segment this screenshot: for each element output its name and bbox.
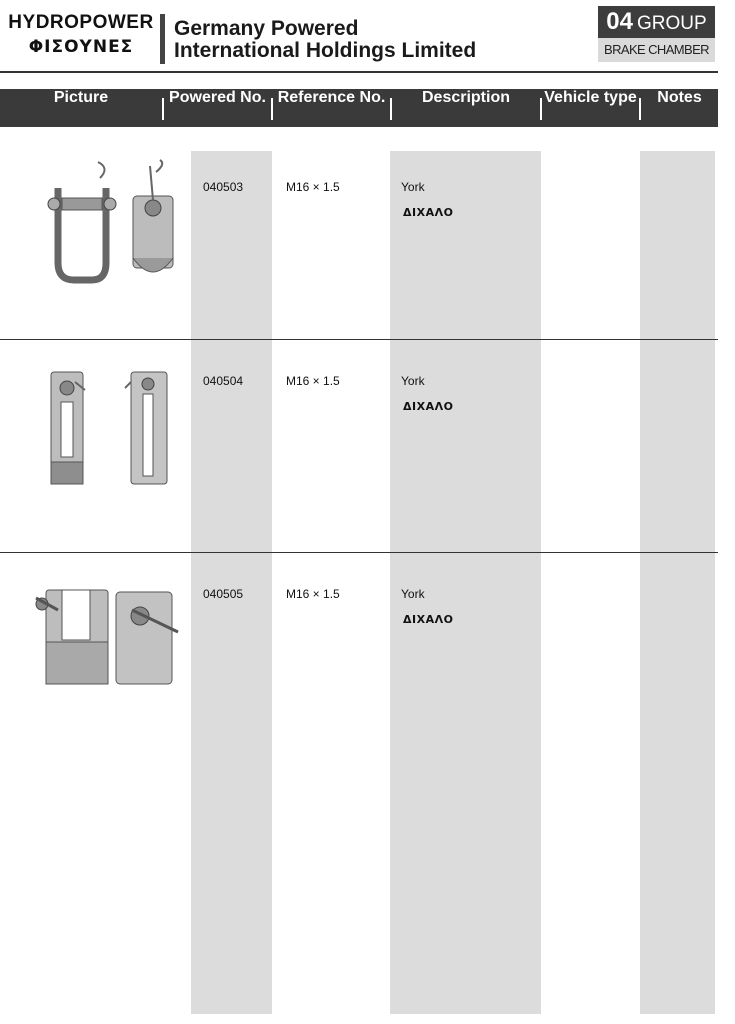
row-separator <box>0 552 718 553</box>
header-rule <box>0 71 718 73</box>
header-divider <box>160 14 165 64</box>
description-column-band <box>390 151 541 1014</box>
column-header-picture: Picture <box>53 89 109 106</box>
powered-no: 040504 <box>203 374 244 388</box>
description-greek: ΔΙΧΑΛΟ <box>403 400 454 413</box>
yoke-photo-040503 <box>40 158 180 288</box>
column-header-reference-no: Reference No. <box>277 89 386 106</box>
powered-no-column-band <box>191 151 272 1014</box>
group-number: 04 <box>606 8 633 35</box>
description: York <box>401 180 425 194</box>
reference-no: M16 × 1.5 <box>286 374 340 388</box>
reference-no: M16 × 1.5 <box>286 180 340 194</box>
column-header-description: Description <box>421 89 510 106</box>
brand-name: HYDROPOWER <box>8 12 154 33</box>
group-title <box>598 6 715 38</box>
description: York <box>401 587 425 601</box>
reference-no: M16 × 1.5 <box>286 587 340 601</box>
brand-greek-name: ΦΙΣΟΥΝΕΣ <box>28 37 134 57</box>
column-header-vehicle-type: Vehicle type <box>544 89 637 106</box>
group-word: GROUP <box>637 13 707 34</box>
group-badge <box>598 6 715 62</box>
row-separator <box>0 339 718 340</box>
description-greek: ΔΙΧΑΛΟ <box>403 613 454 626</box>
column-header-notes: Notes <box>657 89 702 106</box>
company-line-2: International Holdings Limited <box>174 39 477 62</box>
description-greek: ΔΙΧΑΛΟ <box>403 206 454 219</box>
powered-no: 040503 <box>203 180 244 194</box>
company-name <box>174 18 476 62</box>
company-line-1: Germany Powered <box>174 17 359 40</box>
column-header-powered-no: Powered No. <box>169 89 266 106</box>
powered-no: 040505 <box>203 587 244 601</box>
brand-logo <box>4 12 158 58</box>
yoke-photo-040505 <box>32 580 182 690</box>
column-header-bar <box>0 89 718 127</box>
description: York <box>401 374 425 388</box>
group-category: BRAKE CHAMBER <box>598 38 715 62</box>
notes-column-band <box>640 151 715 1014</box>
yoke-photo-040504 <box>45 362 175 492</box>
